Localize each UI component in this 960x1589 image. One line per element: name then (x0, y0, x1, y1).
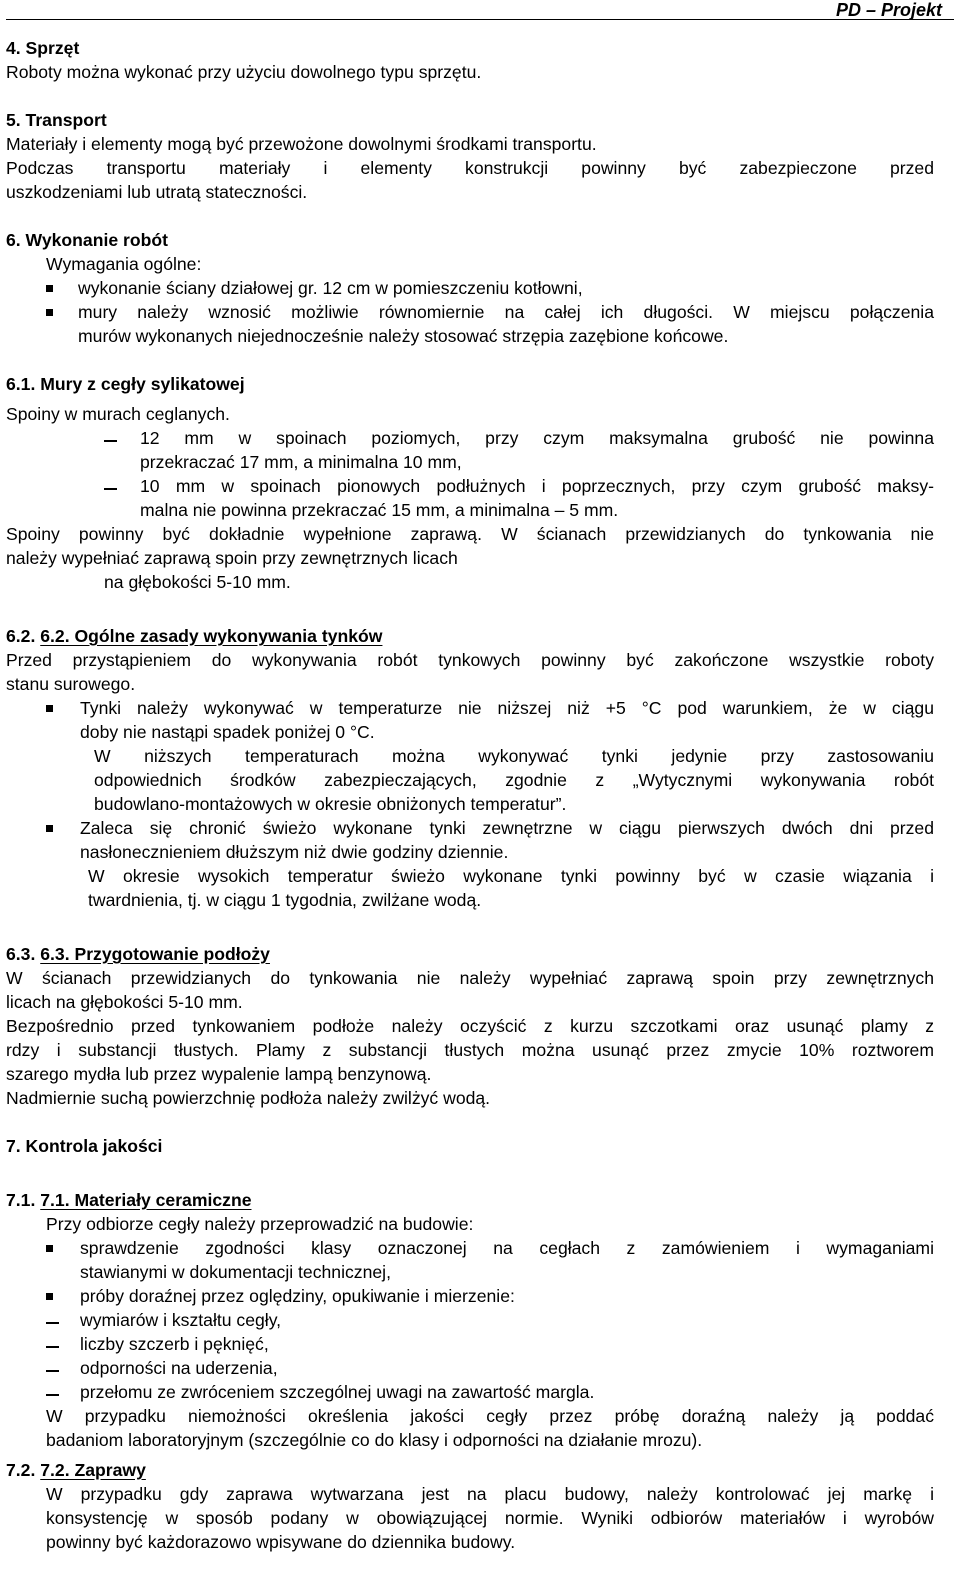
section-5-line: uszkodzeniami lub utratą stateczności. (6, 182, 308, 202)
section-7-1-outro: W przypadku niemożności określenia jakości cegły przez próbę doraźną należy ją poddać (46, 1406, 934, 1426)
section-6-bullet: wykonanie ściany działowej gr. 12 cm w pomieszczeniu kotłowni, (78, 278, 583, 298)
section-7-title: 7. Kontrola jakości (6, 1136, 163, 1156)
section-6-intro: Wymagania ogólne: (46, 254, 202, 274)
bullet-square (46, 705, 53, 712)
section-7-1-dash-item: odporności na uderzenia, (80, 1358, 278, 1378)
section-5-line: Podczas transportu materiały i elementy konstrukcji powinny być zabezpieczone przed (6, 158, 934, 178)
section-4-title: 4. Sprzęt (6, 38, 80, 58)
section-6-3-line: W ścianach przewidzianych do tynkowania nie należy wypełniać zaprawą spoin przy zewnętrznych (6, 968, 934, 988)
dash-marker (46, 1322, 59, 1324)
section-6-1-intro: Spoiny w murach ceglanych. (6, 404, 230, 424)
dash-marker (46, 1346, 59, 1348)
section-5-title: 5. Transport (6, 110, 107, 130)
section-6-2-para: W okresie wysokich temperatur świeżo wykonane tynki powinny być w czasie wiązania i (88, 866, 934, 886)
section-7-2-line: W przypadku gdy zaprawa wytwarzana jest na placu budowy, należy kontrolować jej markę i (46, 1484, 934, 1504)
section-7-1-title-text: 7.1. Materiały ceramiczne (40, 1190, 252, 1210)
section-6-3-title (6, 942, 270, 966)
section-6-2-intro: Przed przystąpieniem do wykonywania robót tynkowych powinny być zakończone wszystkie roboty (6, 650, 934, 670)
section-7-1-outro: badaniom laboratoryjnym (szczególnie co do klasy i odporności na działanie mrozu). (46, 1430, 703, 1450)
dash-marker (46, 1394, 59, 1396)
section-6-title: 6. Wykonanie robót (6, 230, 168, 250)
section-7-2-title (6, 1458, 146, 1482)
section-6-2-para: budowlano-montażowych w okresie obniżonych temperatur”. (94, 794, 567, 814)
section-6-2-bullet: nasłonecznieniem dłuższym niż dwie godziny dziennie. (80, 842, 509, 862)
section-7-1-dash-item: liczby szczerb i pęknięć, (80, 1334, 269, 1354)
section-6-1-text: na głębokości 5-10 mm. (104, 572, 291, 592)
section-6-2-para: odpowiednich środków zabezpieczających, zgodnie z „Wytycznymi wykonywania robót (94, 770, 934, 790)
section-6-2-bullet: doby nie nastąpi spadek poniżej 0 °C. (80, 722, 375, 742)
section-number: 6.2. (6, 626, 41, 646)
section-6-1-dash-line: 12 mm w spoinach poziomych, przy czym maksymalna grubość nie powinna (140, 428, 934, 448)
dash-marker (104, 440, 117, 442)
header-rule (6, 19, 954, 20)
section-7-1-dash-item: wymiarów i kształtu cegły, (80, 1310, 282, 1330)
section-7-1-intro: Przy odbiorze cegły należy przeprowadzić na budowie: (46, 1214, 474, 1234)
section-7-1-bullet: stawianymi w dokumentacji technicznej, (80, 1262, 391, 1282)
section-7-1-bullet: sprawdzenie zgodności klasy oznaczonej na cegłach z zamówieniem i wymaganiami (80, 1238, 934, 1258)
bullet-square (46, 309, 53, 316)
section-6-bullet-cont: murów wykonanych niejednocześnie należy stosować strzępia zazębione końcowe. (78, 326, 729, 346)
section-6-2-title-text: 6.2. Ogólne zasady wykonywania tynków (40, 626, 383, 646)
section-4-text: Roboty można wykonać przy użyciu dowolnego typu sprzętu. (6, 62, 482, 82)
section-6-3-line: szarego mydła lub przez wypalenie lampą benzynową. (6, 1064, 432, 1084)
dash-marker (104, 488, 117, 490)
bullet-square (46, 1293, 53, 1300)
section-7-2-line: konsystencję w sposób podany w obowiązującej normie. Wyniki odbiorów materiałów i wyrobów (46, 1508, 934, 1528)
bullet-square (46, 825, 53, 832)
section-6-3-line: Nadmiernie suchą powierzchnię podłoża należy zwilżyć wodą. (6, 1088, 491, 1108)
section-6-2-para: W niższych temperaturach można wykonywać tynki jedynie przy zastosowaniu (94, 746, 934, 766)
section-6-1-dash-line: 10 mm w spoinach pionowych podłużnych i poprzecznych, przy czym grubość maksy- (140, 476, 934, 496)
bullet-square (46, 285, 53, 292)
section-6-1-dash-line: przekraczać 17 mm, a minimalna 10 mm, (140, 452, 462, 472)
section-5-line: Materiały i elementy mogą być przewożone dowolnymi środkami transportu. (6, 134, 597, 154)
section-6-1-text: Spoiny powinny być dokładnie wypełnione zaprawą. W ścianach przewidzianych do tynkowania nie (6, 524, 934, 544)
section-6-2-title (6, 624, 382, 648)
section-number: 7.1. (6, 1190, 41, 1210)
section-6-1-text: należy wypełniać zaprawą spoin przy zewnętrznych licach (6, 548, 458, 568)
header-label: PD – Projekt (836, 0, 943, 20)
section-6-1-dash-line: malna nie powinna przekraczać 15 mm, a minimalna – 5 mm. (140, 500, 619, 520)
section-7-1-bullet: próby doraźnej przez oględziny, opukiwanie i mierzenie: (80, 1286, 515, 1306)
section-number: 7.2. (6, 1460, 41, 1480)
section-7-1-dash-item: przełomu ze zwróceniem szczególnej uwagi na zawartość margla. (80, 1382, 595, 1402)
section-6-3-line: rdzy i substancji tłustych. Plamy z substancji tłustych można usunąć przez zmycie 10% roztworem (6, 1040, 934, 1060)
section-number: 6.3. (6, 944, 41, 964)
section-6-3-title-text: 6.3. Przygotowanie podłoży (40, 944, 270, 964)
section-6-2-bullet: Tynki należy wykonywać w temperaturze nie niższej niż +5 °C pod warunkiem, że w ciągu (80, 698, 934, 718)
section-7-2-line: powinny być każdorazowo wpisywane do dziennika budowy. (46, 1532, 516, 1552)
section-6-2-para: twardnienia, tj. w ciągu 1 tygodnia, zwilżane wodą. (88, 890, 482, 910)
section-6-2-bullet: Zaleca się chronić świeżo wykonane tynki zewnętrzne w ciągu pierwszych dwóch dni przed (80, 818, 934, 838)
section-6-3-line: licach na głębokości 5-10 mm. (6, 992, 243, 1012)
bullet-square (46, 1245, 53, 1252)
section-6-bullet: mury należy wznosić możliwie równomiernie na całej ich długości. W miejscu połączenia (78, 302, 934, 322)
section-6-2-intro: stanu surowego. (6, 674, 136, 694)
dash-marker (46, 1370, 59, 1372)
section-6-3-line: Bezpośrednio przed tynkowaniem podłoże należy oczyścić z kurzu szczotkami oraz usunąć plamy z (6, 1016, 934, 1036)
section-7-2-title-text: 7.2. Zaprawy (40, 1460, 146, 1480)
section-7-1-title (6, 1188, 251, 1212)
section-6-1-title: 6.1. Mury z cegły sylikatowej (6, 374, 245, 394)
